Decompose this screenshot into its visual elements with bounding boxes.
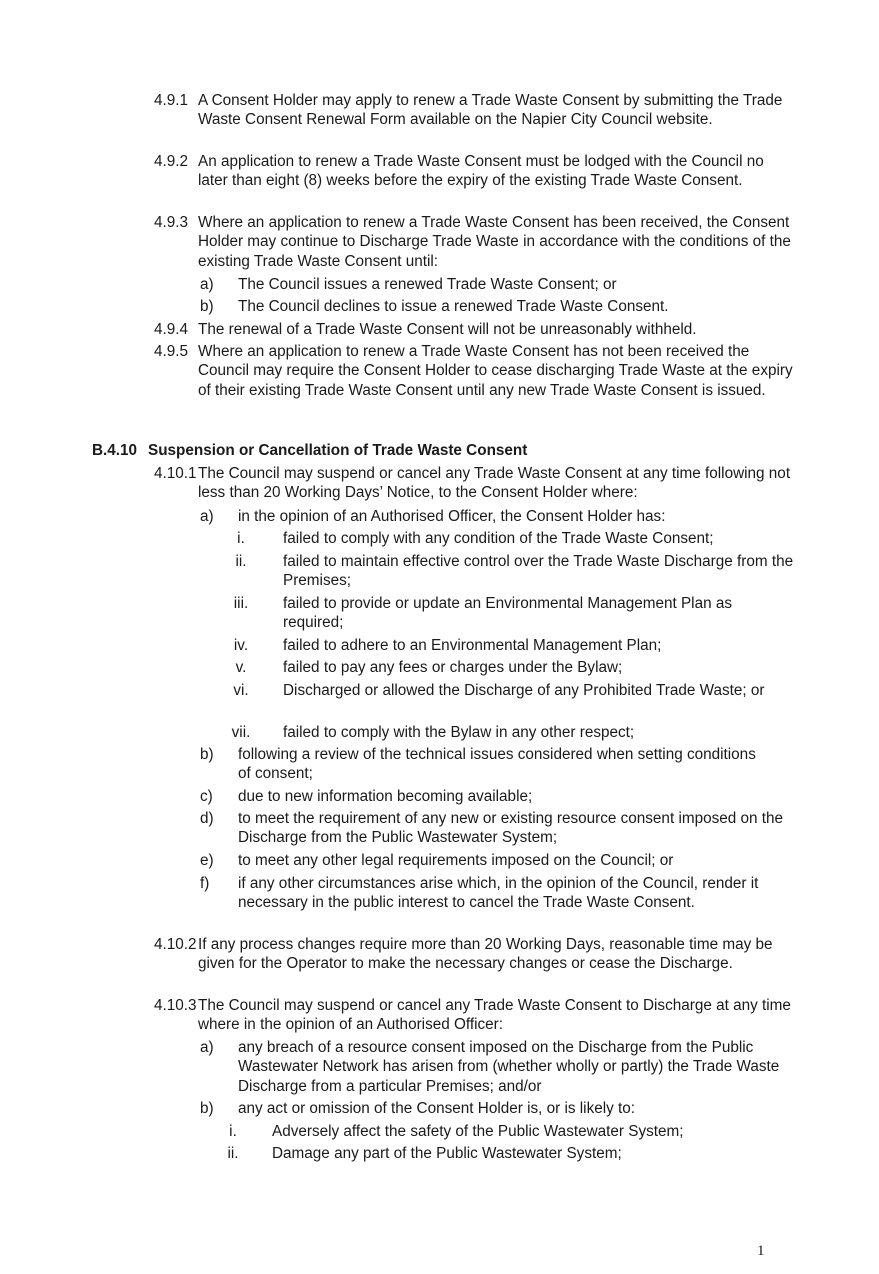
clause-number: 4.9.2 bbox=[154, 153, 189, 170]
item-letter: b) bbox=[200, 1100, 214, 1117]
sub-item-d bbox=[200, 809, 796, 848]
section-number: B.4.10 bbox=[92, 442, 138, 459]
roman-numeral: vi. bbox=[233, 682, 249, 699]
section-heading bbox=[92, 441, 527, 460]
roman-item-v bbox=[226, 658, 796, 677]
roman-numeral: iv. bbox=[233, 637, 249, 654]
clause-text: Where an application to renew a Trade Waste Consent has been received, the Consent Holder may continue to Discharge Trade Waste in accordance with the conditions of the existing Trade Waste Consent until: bbox=[198, 214, 791, 270]
item-text: to meet any other legal requirements imposed on the Council; or bbox=[238, 852, 674, 869]
roman-numeral: v. bbox=[235, 659, 247, 676]
clause-4-10-3 bbox=[154, 996, 794, 1035]
clause-4-9-4 bbox=[154, 320, 794, 339]
item-text: failed to provide or update an Environmental Management Plan as required; bbox=[283, 595, 732, 632]
sub-item-e bbox=[200, 851, 790, 870]
item-text: due to new information becoming available; bbox=[238, 788, 533, 805]
sub-item-c bbox=[200, 787, 790, 806]
item-letter: b) bbox=[200, 298, 214, 315]
item-letter: d) bbox=[200, 810, 214, 827]
roman-numeral: ii. bbox=[227, 1145, 239, 1162]
roman-item-ii bbox=[218, 1144, 798, 1163]
item-letter: a) bbox=[200, 276, 214, 293]
item-text: failed to maintain effective control over the Trade Waste Discharge from the Premises; bbox=[283, 553, 794, 590]
roman-numeral: i. bbox=[229, 1123, 237, 1140]
item-text: The Council declines to issue a renewed Trade Waste Consent. bbox=[238, 298, 669, 315]
sub-item-a bbox=[200, 275, 790, 294]
item-letter: a) bbox=[200, 508, 214, 525]
item-text: to meet the requirement of any new or existing resource consent imposed on the Discharge from the Public Wastewater System; bbox=[238, 810, 784, 847]
item-text: if any other circumstances arise which, in the opinion of the Council, render it necessary in the public interest to cancel the Trade Waste Consent. bbox=[238, 875, 759, 912]
clause-4-10-1 bbox=[154, 464, 794, 503]
clause-4-10-2 bbox=[154, 935, 794, 974]
item-text: Discharged or allowed the Discharge of any Prohibited Trade Waste; or bbox=[283, 682, 765, 699]
clause-4-9-5 bbox=[154, 342, 794, 400]
item-text: failed to comply with the Bylaw in any other respect; bbox=[283, 724, 635, 741]
sub-item-b bbox=[200, 745, 760, 784]
item-text: failed to adhere to an Environmental Management Plan; bbox=[283, 637, 662, 654]
roman-item-vii bbox=[226, 723, 796, 742]
item-letter: e) bbox=[200, 852, 214, 869]
item-text: Damage any part of the Public Wastewater System; bbox=[272, 1145, 622, 1162]
roman-numeral: i. bbox=[237, 530, 245, 547]
section-title: Suspension or Cancellation of Trade Waste Consent bbox=[148, 442, 528, 459]
clause-text: The renewal of a Trade Waste Consent will not be unreasonably withheld. bbox=[198, 321, 697, 338]
roman-item-i bbox=[218, 1122, 798, 1141]
clause-text: If any process changes require more than 20 Working Days, reasonable time may be given for the Operator to make the necessary changes or cease the Discharge. bbox=[198, 936, 773, 973]
item-text: in the opinion of an Authorised Officer, the Consent Holder has: bbox=[238, 508, 666, 525]
clause-number: 4.9.3 bbox=[154, 214, 189, 231]
roman-item-vi bbox=[226, 681, 766, 700]
roman-numeral: iii. bbox=[233, 595, 249, 612]
item-letter: f) bbox=[200, 875, 210, 892]
clause-number: 4.10.2 bbox=[154, 936, 197, 953]
roman-numeral: ii. bbox=[235, 553, 247, 570]
clause-number: 4.10.1 bbox=[154, 465, 197, 482]
roman-item-iv bbox=[226, 636, 796, 655]
clause-text: The Council may suspend or cancel any Trade Waste Consent at any time following not less than 20 Working Days’ Notice, to the Consent Holder where: bbox=[198, 465, 791, 502]
item-letter: c) bbox=[200, 788, 213, 805]
item-text: any act or omission of the Consent Holder is, or is likely to: bbox=[238, 1100, 636, 1117]
clause-number: 4.9.4 bbox=[154, 321, 189, 338]
clause-text: The Council may suspend or cancel any Trade Waste Consent to Discharge at any time where in the opinion of an Authorised Officer: bbox=[198, 997, 791, 1034]
clause-4-9-2 bbox=[154, 152, 774, 191]
roman-item-ii bbox=[226, 552, 796, 591]
item-text: Adversely affect the safety of the Public Wastewater System; bbox=[272, 1123, 684, 1140]
clause-number: 4.9.1 bbox=[154, 92, 189, 109]
item-text: failed to pay any fees or charges under the Bylaw; bbox=[283, 659, 623, 676]
roman-item-i bbox=[226, 529, 796, 548]
clause-4-9-3 bbox=[154, 213, 794, 271]
sub-item-a bbox=[200, 1038, 796, 1096]
clause-number: 4.9.5 bbox=[154, 343, 189, 360]
item-letter: a) bbox=[200, 1039, 214, 1056]
item-letter: b) bbox=[200, 746, 214, 763]
sub-item-b bbox=[200, 297, 790, 316]
page-number: 1 bbox=[757, 1243, 765, 1259]
roman-numeral: vii. bbox=[231, 724, 251, 741]
roman-item-iii bbox=[226, 594, 796, 633]
clause-text: An application to renew a Trade Waste Consent must be lodged with the Council no later than eight (8) weeks before the expiry of the existing Trade Waste Consent. bbox=[198, 153, 764, 190]
item-text: The Council issues a renewed Trade Waste Consent; or bbox=[238, 276, 617, 293]
item-text: failed to comply with any condition of the Trade Waste Consent; bbox=[283, 530, 714, 547]
sub-item-a bbox=[200, 507, 790, 526]
clause-text: A Consent Holder may apply to renew a Trade Waste Consent by submitting the Trade Waste Consent Renewal Form available on the Napier City Council website. bbox=[198, 92, 783, 129]
clause-4-9-1 bbox=[154, 91, 794, 130]
clause-text: Where an application to renew a Trade Waste Consent has not been received the Council may require the Consent Holder to cease discharging Trade Waste at the expiry of their existing Trade Waste Consent until any new Trade Waste Consent is issued. bbox=[198, 343, 793, 399]
item-text: following a review of the technical issues considered when setting conditions of consent; bbox=[238, 746, 756, 783]
sub-item-b bbox=[200, 1099, 790, 1118]
item-text: any breach of a resource consent imposed on the Discharge from the Public Wastewater Network has arisen from (whether wholly or partly) the Trade Waste Discharge from a particular Premises; and/or bbox=[238, 1039, 780, 1095]
clause-number: 4.10.3 bbox=[154, 997, 197, 1014]
sub-item-f bbox=[200, 874, 760, 913]
